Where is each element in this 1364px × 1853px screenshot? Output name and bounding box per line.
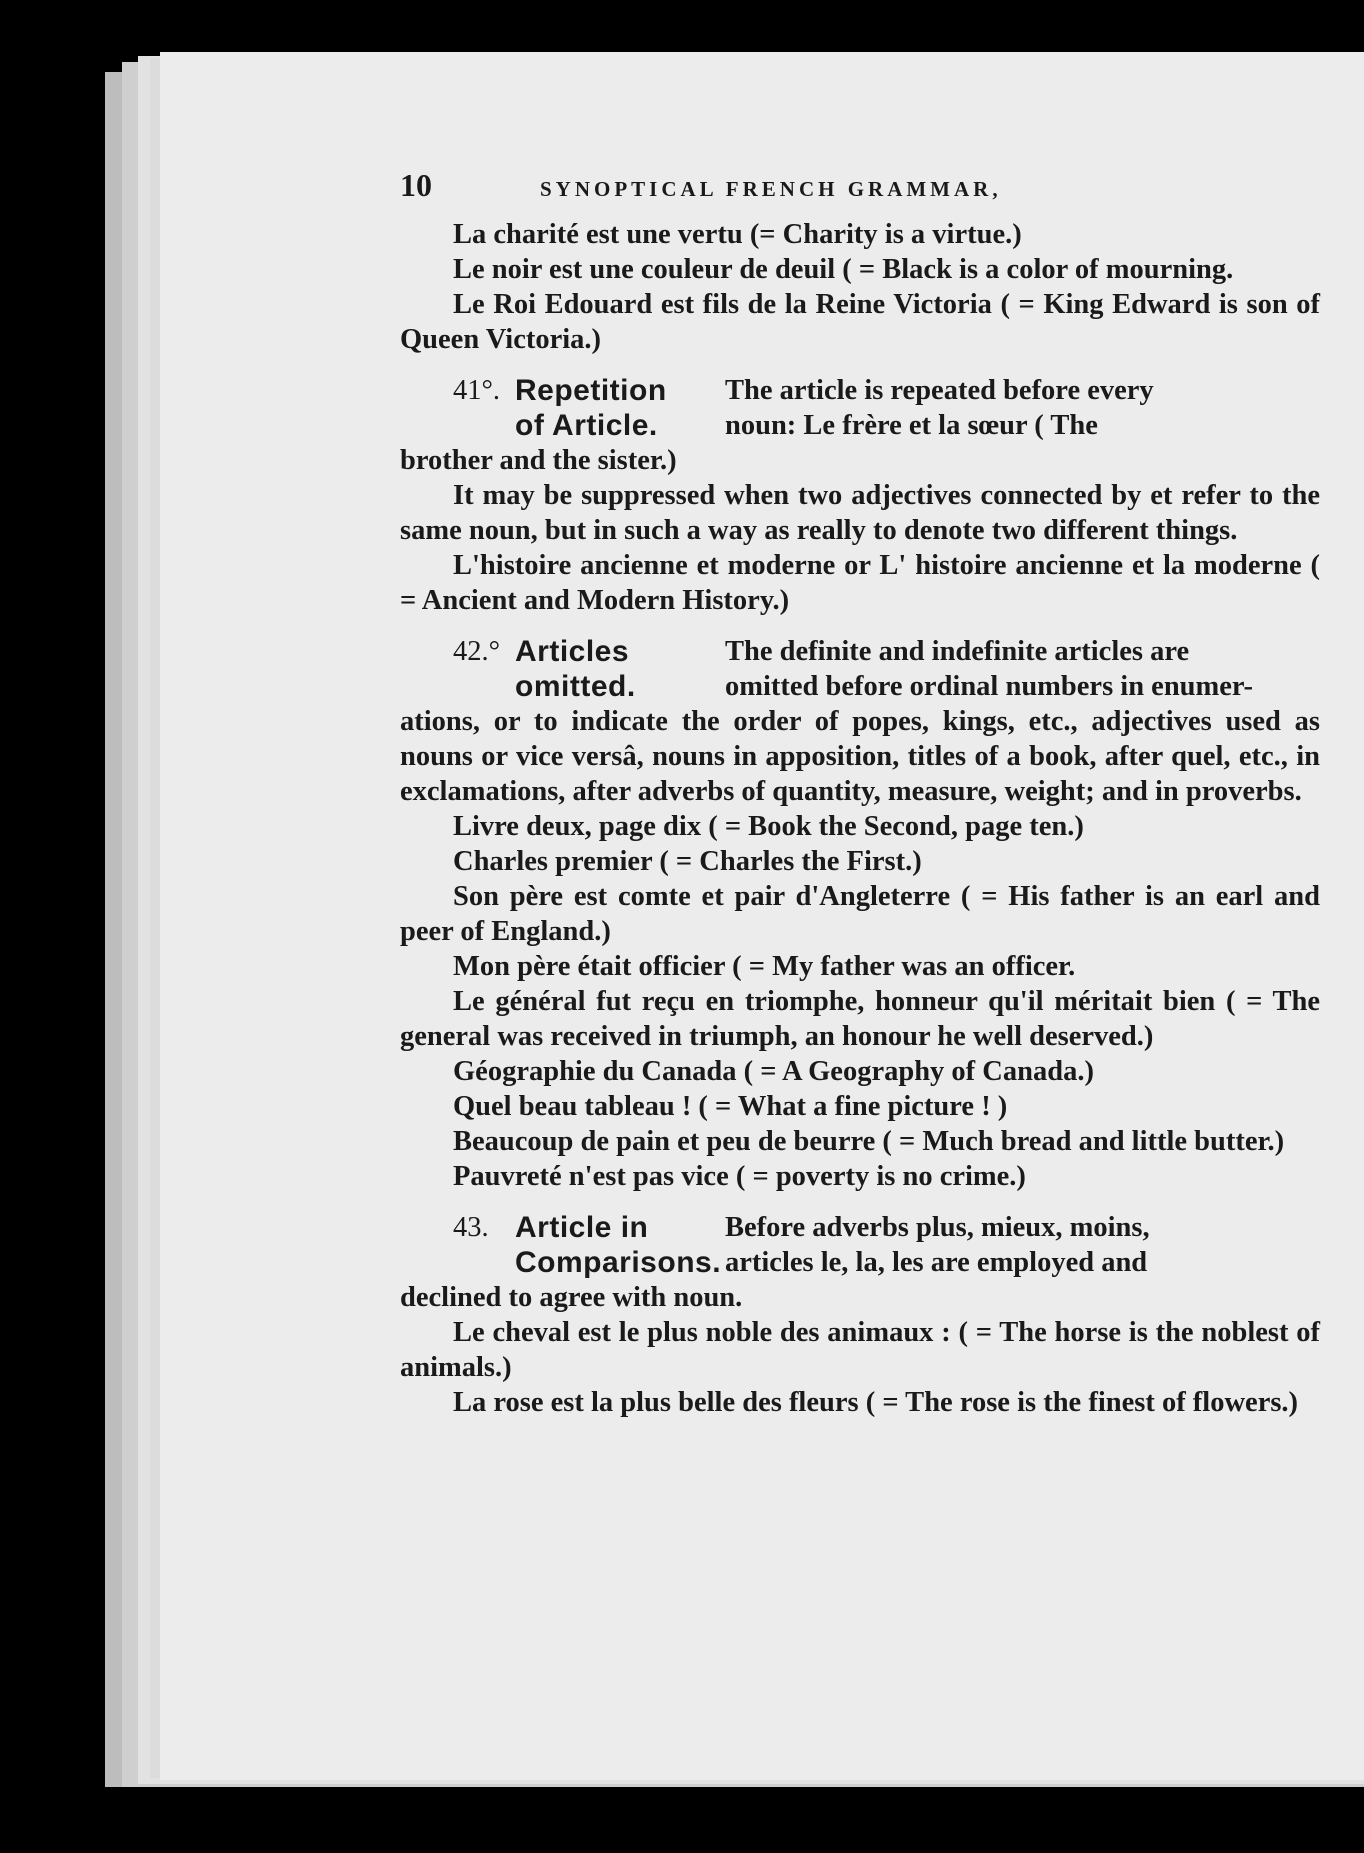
section-lead-line: The definite and indefinite articles are bbox=[725, 636, 1190, 667]
paragraph: It may be suppressed when two adjectives connected by et refer to the same noun, but in such a way as really to denote two different things. bbox=[400, 480, 1320, 546]
section-title-line: omitted. bbox=[515, 670, 636, 703]
example-line: La charité est une vertu (= Charity is a virtue.) bbox=[453, 219, 1022, 250]
example-line: Quel beau tableau ! ( = What a fine picture ! ) bbox=[453, 1091, 1008, 1122]
section-title bbox=[515, 1210, 725, 1280]
section-title-line: Article in bbox=[515, 1211, 649, 1244]
example-line: Le noir est une couleur de deuil ( = Black is a color of mourning. bbox=[453, 254, 1234, 285]
section-lead-line: The article is repeated before every bbox=[725, 375, 1154, 406]
example-line: Son père est comte et pair d'Angleterre ( = His father is an earl and peer of England.) bbox=[400, 881, 1320, 947]
example-line: La rose est la plus belle des fleurs ( = The rose is the finest of flowers.) bbox=[453, 1387, 1299, 1418]
example-line: Beaucoup de pain et peu de beurre ( = Much bread and little butter.) bbox=[453, 1126, 1285, 1157]
section-lead-line: Before adverbs plus, mieux, moins, bbox=[725, 1212, 1150, 1243]
section-lead-text bbox=[725, 1210, 1320, 1280]
section-42-heading bbox=[400, 634, 1320, 704]
example-line: Livre deux, page dix ( = Book the Second, page ten.) bbox=[453, 811, 1084, 842]
section-continuation: declined to agree with noun. bbox=[400, 1282, 743, 1313]
example-line: L'histoire ancienne et moderne or L' histoire ancienne et la moderne ( = Ancient and Modern History.) bbox=[400, 550, 1320, 616]
section-continuation: brother and the sister.) bbox=[400, 445, 677, 476]
section-continuation: ations, or to indicate the order of popes, kings, etc., adjectives used as nouns or vice versâ, nouns in apposition, titles of a book, after quel, etc., in exclamations, after adverbs of quantity, measure, weight; and in proverbs. bbox=[400, 706, 1320, 807]
section-title bbox=[515, 634, 725, 704]
example-line: Géographie du Canada ( = A Geography of Canada.) bbox=[453, 1056, 1094, 1087]
section-number: 42.° bbox=[453, 636, 501, 667]
section-lead-line: omitted before ordinal numbers in enumer- bbox=[725, 671, 1254, 702]
section-title bbox=[515, 373, 725, 443]
section-title-line: Repetition bbox=[515, 374, 667, 407]
section-lead-line: articles le, la, les are employed and bbox=[725, 1247, 1148, 1278]
section-title-line: of Article. bbox=[515, 409, 658, 442]
page-header bbox=[400, 168, 1320, 207]
example-line: Le cheval est le plus noble des animaux : ( = The horse is the noblest of animals.) bbox=[400, 1317, 1320, 1383]
example-line: Mon père était officier ( = My father was an officer. bbox=[453, 951, 1076, 982]
page-content bbox=[400, 168, 1320, 1420]
section-lead-line: noun: Le frère et la sœur ( The bbox=[725, 410, 1098, 441]
section-title-line: Comparisons. bbox=[515, 1246, 722, 1279]
section-title-line: Articles bbox=[515, 635, 630, 668]
section-43-heading bbox=[400, 1210, 1320, 1280]
section-number: 41°. bbox=[453, 375, 501, 406]
example-line: Le Roi Edouard est fils de la Reine Victoria ( = King Edward is son of Queen Victoria.) bbox=[400, 289, 1320, 355]
page-number: 10 bbox=[400, 167, 432, 203]
section-lead-text bbox=[725, 634, 1320, 704]
section-number: 43. bbox=[453, 1212, 489, 1243]
section-41-heading bbox=[400, 373, 1320, 443]
running-title: SYNOPTICAL FRENCH GRAMMAR, bbox=[540, 177, 1002, 201]
example-line: Pauvreté n'est pas vice ( = poverty is no crime.) bbox=[453, 1161, 1026, 1192]
section-lead-text bbox=[725, 373, 1320, 443]
example-line: Le général fut reçu en triomphe, honneur qu'il méritait bien ( = The general was received in triumph, an honour he well deserved.) bbox=[400, 986, 1320, 1052]
example-line: Charles premier ( = Charles the First.) bbox=[453, 846, 922, 877]
